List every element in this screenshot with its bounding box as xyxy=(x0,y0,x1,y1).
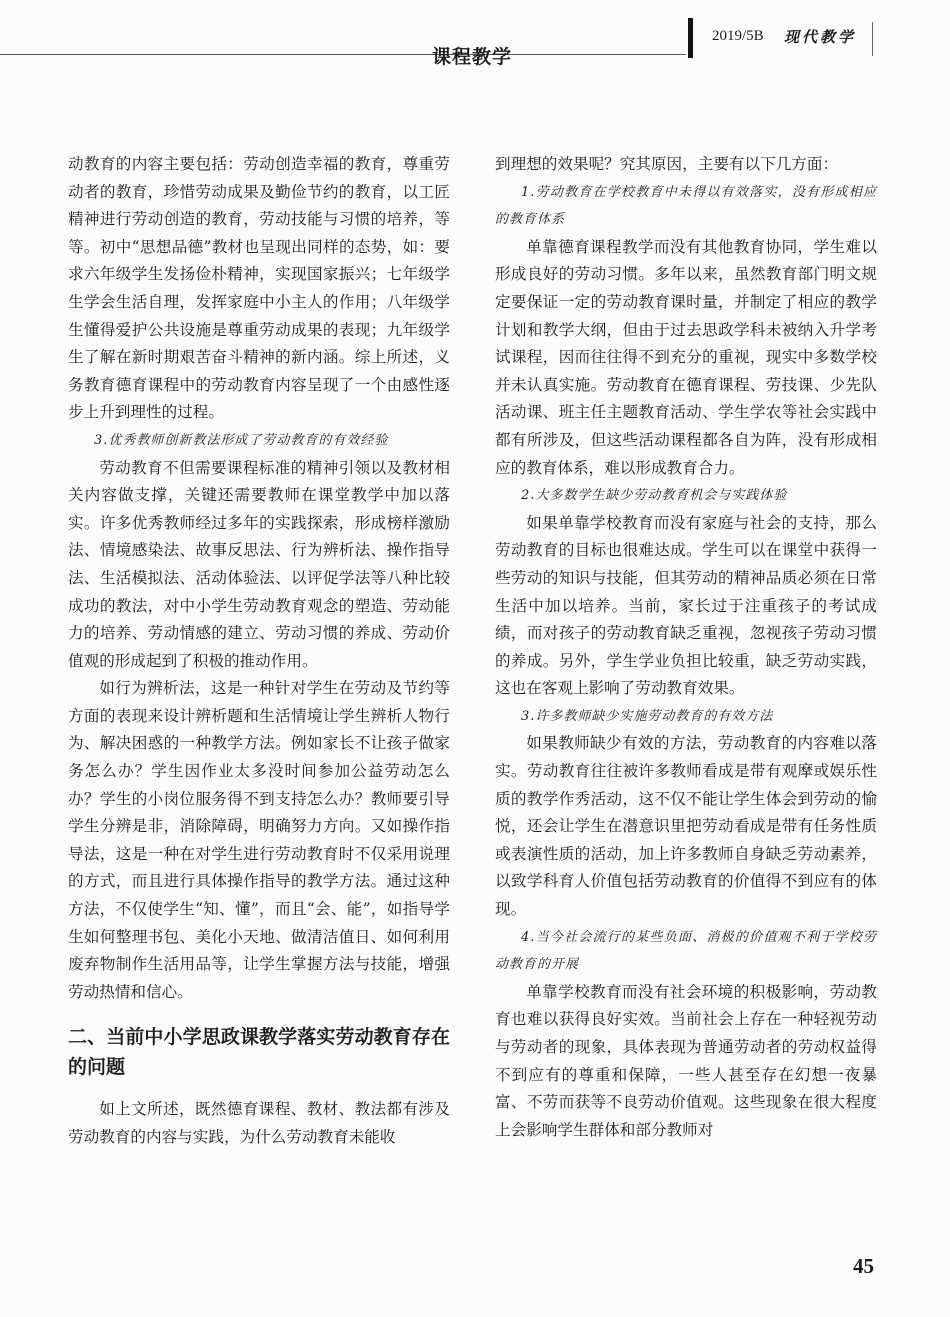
subheading: 1.劳动教育在学校教育中未得以有效落实，没有形成相应的教育体系 xyxy=(495,184,877,228)
section-title: 课程教学 xyxy=(432,46,513,68)
header-divider-bar xyxy=(688,18,693,58)
subheading: 3.许多教师缺少实施劳动教育的有效方法 xyxy=(521,708,774,724)
paragraph: 单靠德育课程教学而没有其他教育协同，学生难以形成良好的劳动习惯。多年以来，虽然教育部门明文规定要保证一定的劳动教育课时量，并制定了相应的教学计划和教学大纲，但由于过去思政学科未被纳入升学考试课程，因而往往得不到充分的重视，现实中多数学校并未认真实施。劳动教育在德育课程、劳技课、少先队活动课、班主任主题教育活动、学生学农等社会实践中都有所涉及，但这些活动课程都各自为阵，没有形成相应的教育体系，难以形成教育合力。 xyxy=(495,237,877,477)
paragraph: 单靠学校教育而没有社会环境的积极影响，劳动教育也难以获得良好实效。当前社会上存在一种轻视劳动与劳动者的现象，具体表现为普通劳动者的劳动权益得不到应有的尊重和保障，一些人甚至存在幻想一夜暴富、不劳而获等不良劳动价值观。这些现象在很大程度上会影响学生群体和部分教师对 xyxy=(495,982,877,1139)
journal-name: 现代教学 xyxy=(784,28,857,46)
paragraph: 如果单靠学校教育而没有家庭与社会的支持，那么劳动教育的目标也很难达成。学生可以在课堂中获得一些劳动的知识与技能，但其劳动的精神品质必须在日常生活中加以培养。当前，家长过于注重孩子的考试成绩，而对孩子的劳动教育缺乏重视，忽视孩子劳动习惯的养成。另外，学生学业负担比较重，缺乏劳动实践，这也在客观上影响了劳动教育效果。 xyxy=(495,513,877,698)
header-end-mark xyxy=(872,22,873,56)
right-column xyxy=(495,151,877,1144)
subheading: 3.优秀教师创新教法形成了劳动教育的有效经验 xyxy=(94,432,389,448)
subheading: 4.当今社会流行的某些负面、消极的价值观不利于学校劳动教育的开展 xyxy=(495,929,877,973)
paragraph: 到理想的效果呢？究其原因，主要有以下几方面： xyxy=(495,155,839,173)
paragraph: 如上文所述，既然德育课程、教材、教法都有涉及劳动教育的内容与实践，为什么劳动教育未能收 xyxy=(68,1100,450,1146)
section-heading: 二、当前中小学思政课教学落实劳动教育存在的问题 xyxy=(68,1026,450,1079)
page-number: 45 xyxy=(853,1254,874,1278)
subheading: 2.大多数学生缺少劳动教育机会与实践体验 xyxy=(521,488,788,504)
header-rule xyxy=(0,54,686,55)
paragraph: 劳动教育不但需要课程标准的精神引领以及教材相关内容做支撑，关键还需要教师在课堂教学中加以落实。许多优秀教师经过多年的实践探索，形成榜样激励法、情境感染法、故事反思法、行为辨析法、操作指导法、生活模拟法、活动体验法、以评促学法等八种比较成功的教法，对中小学生劳动教育观念的塑造、劳动能力的培养、劳动情感的建立、劳动习惯的养成、劳动价值观的形成起到了积极的推动作用。 xyxy=(68,458,450,670)
issue-label: 2019/5B xyxy=(712,28,764,44)
paragraph: 如行为辨析法，这是一种针对学生在劳动及节约等方面的表现来设计辨析题和生活情境让学生辨析人物行为、解决困惑的一种教学方法。例如家长不让孩子做家务怎么办？学生因作业太多没时间参加公益劳动怎么办？学生的小岗位服务得不到支持怎么办？教师要引导学生分辨是非，消除障碍，明确努力方向。又如操作指导法，这是一种在对学生进行劳动教育时不仅采用说理的方式，而且进行具体操作指导的教学方法。通过这种方法，不仅使学生“知、懂”，而且“会、能”，如指导学生如何整理书包、美化小天地、做清洁值日、如何利用废弃物制作生活用品等，让学生掌握方法与技能，增强劳动热情和信心。 xyxy=(68,679,450,1001)
left-column xyxy=(68,151,450,1152)
paragraph: 如果教师缺少有效的方法，劳动教育的内容难以落实。劳动教育往往被许多教师看成是带有观摩或娱乐性质的教学作秀活动，这不仅不能让学生体会到劳动的愉悦，还会让学生在潜意识里把劳动看成是带有任务性质或表演性质的活动，加上许多教师自身缺乏劳动素养，以致学科育人价值包括劳动教育的价值得不到应有的体现。 xyxy=(495,734,877,919)
paragraph: 动教育的内容主要包括：劳动创造幸福的教育，尊重劳动者的教育，珍惜劳动成果及勤俭节约的教育，以工匠精神进行劳动创造的教育，劳动技能与习惯的培养，等等。初中“思想品德”教材也呈现出同样的态势，如：要求六年级学生发扬俭朴精神，实现国家振兴；七年级学生学会生活自理，发挥家庭中小主人的作用；八年级学生懂得爱护公共设施是尊重劳动成果的表现；九年级学生了解在新时期艰苦奋斗精神的新内涵。综上所述，义务教育德育课程中的劳动教育内容呈现了一个由感性逐步上升到理性的过程。 xyxy=(68,155,450,422)
